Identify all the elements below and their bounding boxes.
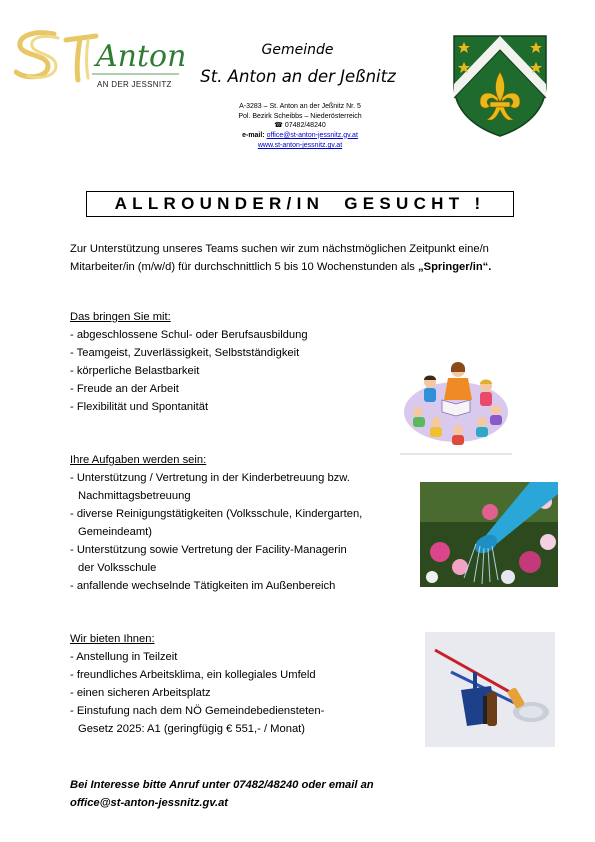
coat-of-arms <box>450 32 550 138</box>
list-item: - diverse Reinigungstätigkeiten (Volksschule, Kindergarten, <box>70 508 363 520</box>
list-item: - Teamgeist, Zuverlässigkeit, Selbstständigkeit <box>70 347 300 359</box>
list-item: - anfallende wechselnde Tätigkeiten im Außenbereich <box>70 580 336 592</box>
intro-paragraph <box>70 240 491 276</box>
list-item-continuation: der Volksschule <box>78 562 157 574</box>
requirements-list <box>70 326 308 416</box>
tasks-section <box>70 451 362 595</box>
requirements-section <box>70 308 308 416</box>
district-line: Pol. Bezirk Scheibbs – Niederösterreich <box>238 112 362 120</box>
address-line: A-3283 – St. Anton an der Jeßnitz Nr. 5 <box>239 103 361 110</box>
list-item: - Einstufung nach dem NÖ Gemeindebediensteten- <box>70 705 325 717</box>
contact-line-1: Bei Interesse bitte Anruf unter 07482/48240 oder email an <box>70 779 374 791</box>
watering-can-photo <box>420 482 558 587</box>
list-item: - Unterstützung / Vertretung in der Kinderbetreuung bzw. <box>70 472 350 484</box>
offer-section <box>70 630 324 738</box>
cleaning-tools-photo <box>425 632 555 747</box>
list-item: - Unterstützung sowie Vertretung der Facility-Managerin <box>70 544 347 556</box>
website-link[interactable]: www.st-anton-jessnitz.gv.at <box>257 142 343 149</box>
municipality-label: Gemeinde <box>261 42 334 58</box>
list-item: - freundliches Arbeitsklima, ein kollegiales Umfeld <box>70 669 316 681</box>
intro-line-2 <box>70 258 491 276</box>
intro-line-2-text: Mitarbeiter/in (m/w/d) für durchschnittlich 5 bis 10 Wochenstunden als <box>70 261 419 273</box>
position-name: „Springer/in“. <box>418 261 492 273</box>
email-line <box>200 131 400 141</box>
job-title-box <box>86 191 514 217</box>
logo-subtitle: AN DER JESSNITZ <box>97 80 172 89</box>
email-label: e-mail: <box>242 131 265 139</box>
list-item: - einen sicheren Arbeitsplatz <box>70 687 211 699</box>
job-title: ALLROUNDER/IN GESUCHT ! <box>114 194 486 213</box>
address-block <box>200 102 400 140</box>
tasks-list <box>70 469 362 595</box>
list-item: - körperliche Belastbarkeit <box>70 365 200 377</box>
email-link[interactable]: office@st-anton-jessnitz.gv.at <box>266 131 358 139</box>
municipality-name: St. Anton an der Jeßnitz <box>200 67 396 86</box>
requirements-heading: Das bringen Sie mit: <box>70 311 171 323</box>
list-item: - Flexibilität und Spontanität <box>70 401 209 413</box>
intro-line-1: Zur Unterstützung unseres Teams suchen wir zum nächstmöglichen Zeitpunkt eine/n <box>70 243 489 255</box>
list-item: - Freude an der Arbeit <box>70 383 179 395</box>
logo-script-text: Anton <box>96 39 184 74</box>
contact-line-2: office@st-anton-jessnitz.gv.at <box>70 797 229 809</box>
list-item-continuation: Gesetz 2025: A1 (geringfügig € 551,- / Monat) <box>78 723 305 735</box>
tasks-heading: Ihre Aufgaben werden sein: <box>70 454 207 466</box>
list-item: - abgeschlossene Schul- oder Berufsausbildung <box>70 329 308 341</box>
list-item-continuation: Gemeindeamt) <box>78 526 152 538</box>
contact-note <box>70 776 374 812</box>
offer-list <box>70 648 324 738</box>
phone-line: ☎ 07482/48240 <box>274 122 326 129</box>
list-item-continuation: Nachmittagsbetreuung <box>78 490 191 502</box>
offer-heading: Wir bieten Ihnen: <box>70 633 155 645</box>
children-reading-illustration <box>398 338 514 456</box>
list-item: - Anstellung in Teilzeit <box>70 651 178 663</box>
